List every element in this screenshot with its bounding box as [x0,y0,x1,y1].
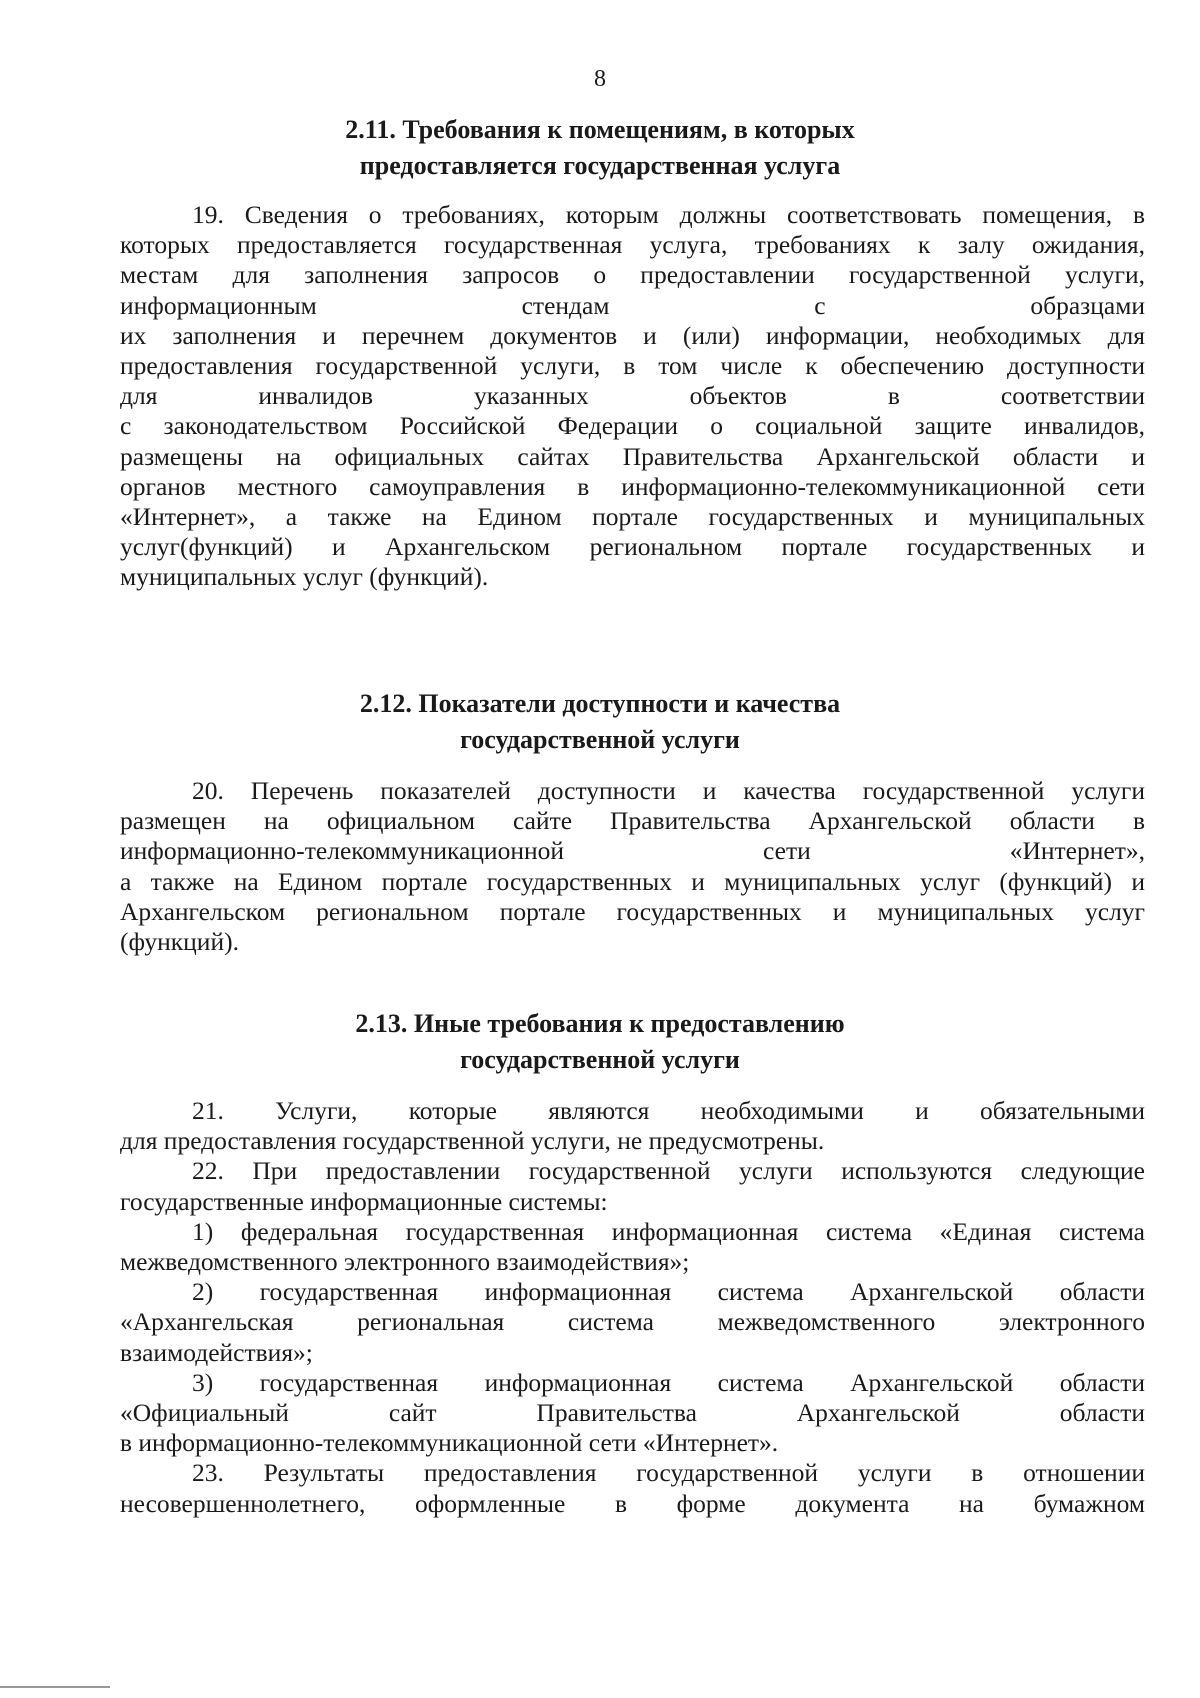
paragraph-23: 23. Результаты предоставления государственной услуги в отношении [192,1458,1145,1488]
list-item-2: 2) государственная информационная система Архангельской области [192,1277,1145,1307]
paragraph-20: 20. Перечень показателей доступности и качества государственной услуги размещен на официальном сайте Правительства Архангельской области в информационно-телекоммуникационной сети «Интернет», а также на Едином портале государственных и муниципальных услуг (функций) и Архангельском региональном портале государственных и муниципальных услуг (функций). [120,776,1145,957]
list-item-3: 3) государственная информационная система Архангельской области [192,1367,1145,1397]
page-number: 8 [594,66,606,92]
section-heading-2-13: 2.13. Иные требования к предоставлению государственной услуги [355,1009,845,1074]
paragraph-21-23: 21. Услуги, которые являются необходимыми и обязательными для предоставления государственной услуги, не предусмотрены. 22. При предоставлении государственной услуги используются следующие государственные информационные системы: 1) федеральная государственная информационная система «Единая система межведомственного электронного взаимодействия»; 2) государственная информационная система Архангельской области «Архангельская региональная система межведомственного электронного взаимодействия»; 3) государственная информационная система Архангельской области «Официальный сайт Правительства Архангельской области в информационно-телекоммуникационной сети «Интернет». 23. Результаты предоставления государственной услуги в отношении несовершеннолетнего, оформленные в форме документа на бумажном [120,1096,1145,1518]
list-item-1: 1) федеральная государственная информационная система «Единая система [192,1216,1145,1246]
scan-edge-mark [0,1686,110,1688]
section-heading-2-12: 2.12. Показатели доступности и качества государственной услуги [359,689,841,754]
section-heading-2-11: 2.11. Требования к помещениям, в которых предоставляется государственная услуга [345,115,855,180]
paragraph-19: 19. Сведения о требованиях, которым должны соответствовать помещения, в которых предоставляется государственная услуга, требованиях к залу ожидания, местам для заполнения запросов о предоставлении государственной услуги, информационным стендам с образцами их заполнения и перечнем документов и (или) информации, необходимых для предоставления государственной услуги, в том числе к обеспечению доступности для инвалидов указанных объектов в соответствии с законодательством Российской Федерации о социальной защите инвалидов, размещены на официальных сайтах Правительства Архангельской области и органов местного самоуправления в информационно-телекоммуникационной сети «Интернет», а также на Едином портале государственных и муниципальных услуг(функций) и Архангельском региональном портале государственных и муниципальных услуг (функций). [120,200,1145,592]
paragraph-21: 21. Услуги, которые являются необходимыми и обязательными [192,1096,1145,1125]
paragraph-22: 22. При предоставлении государственной услуги используются следующие [192,1156,1145,1186]
